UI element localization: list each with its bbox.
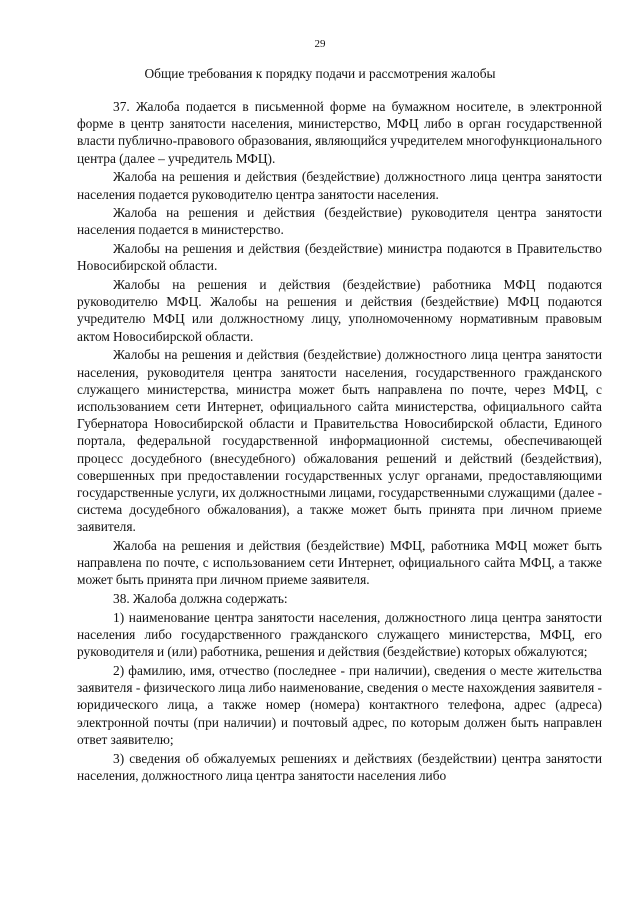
- paragraph: Жалоба на решения и действия (бездействие) руководителя центра занятости населения подается в министерство.: [77, 205, 602, 238]
- page-number: 29: [314, 38, 326, 50]
- paragraph: Жалоба на решения и действия (бездействие) МФЦ, работника МФЦ может быть направлена по почте, с использованием сети Интернет, официального сайта МФЦ, а также может быть принята при личном приеме заявителя.: [77, 538, 602, 588]
- paragraph: 2) фамилию, имя, отчество (последнее - при наличии), сведения о месте жительства заявителя - физического лица либо наименование, сведения о месте нахождения заявителя - юридического лица, а также номер (номера) контактного телефона, адрес (адреса) электронной почты (при наличии) и почтовый адрес, по которым должен быть направлен ответ заявителю;: [77, 663, 602, 747]
- paragraph: 37. Жалоба подается в письменной форме на бумажном носителе, в электронной форме в центр занятости населения, министерство, МФЦ либо в орган государственной власти публично-правового образования, являющийся учредителем многофункционального центра (далее – учредитель МФЦ).: [77, 99, 602, 166]
- paragraph: Жалоба на решения и действия (бездействие) должностного лица центра занятости населения подается руководителю центра занятости населения.: [77, 169, 602, 202]
- document-body: [77, 98, 602, 785]
- section-heading: Общие требования к порядку подачи и рассмотрения жалобы: [144, 66, 496, 81]
- paragraph: Жалобы на решения и действия (бездействие) работника МФЦ подаются руководителю МФЦ. Жалобы на решения и действия (бездействие) МФЦ подаются учредителю МФЦ или должностному лицу, уполномоченному нормативным правовым актом Новосибирской области.: [77, 277, 602, 344]
- paragraph: 38. Жалоба должна содержать:: [113, 591, 288, 607]
- paragraph: 1) наименование центра занятости населения, должностного лица центра занятости населения либо государственного гражданского служащего министерства, МФЦ, его руководителя и (или) работника, решения и действия (бездействие) которых обжалуются;: [77, 609, 602, 660]
- paragraph: 3) сведения об обжалуемых решениях и действиях (бездействии) центра занятости населения, должностного лица центра занятости населения либо: [77, 750, 602, 783]
- paragraph: Жалобы на решения и действия (бездействие) должностного лица центра занятости населения, руководителя центра занятости населения, государственного гражданского служащего министерства, министра может быть направлена по почте, через МФЦ, с использованием сети Интернет, официального сайта министерства, официального сайта Губернатора Новосибирской области и Правительства Новосибирской области, Единого портала, федеральной государственной информационной системы, обеспечивающей процесс досудебного (внесудебного) обжалования решений и действий (бездействия), совершенных при предоставлении государственных услуг органами, предоставляющими государственные услуги, их должностными лицами, государственными служащими (далее - система досудебного обжалования), а также может быть принята при личном приеме заявителя.: [77, 347, 602, 535]
- paragraph: Жалобы на решения и действия (бездействие) министра подаются в Правительство Новосибирской области.: [77, 241, 602, 274]
